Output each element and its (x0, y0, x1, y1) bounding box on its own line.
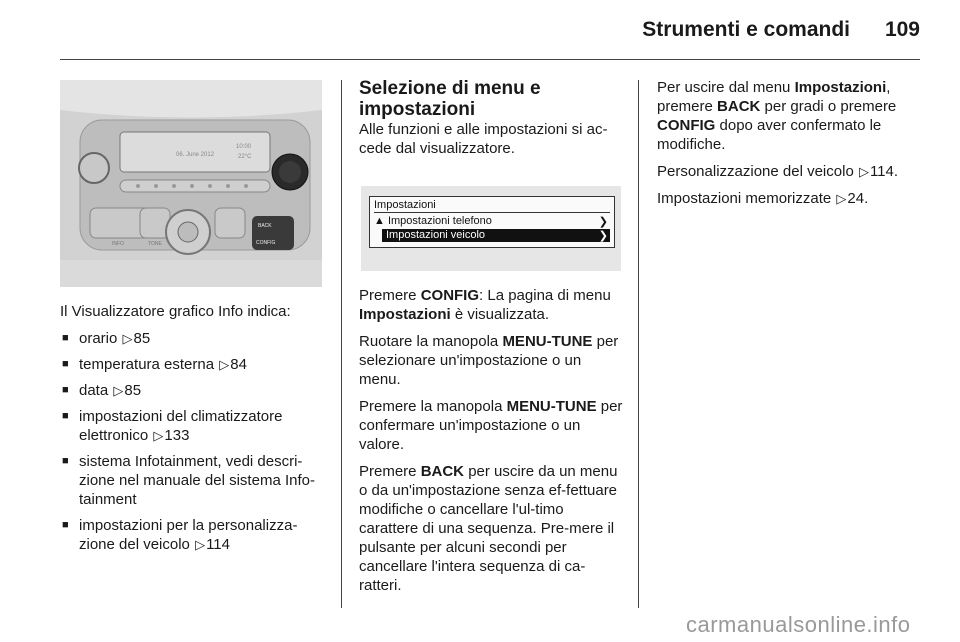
settings-screen (369, 196, 615, 248)
watermark: carmanualsonline.info (686, 612, 911, 637)
middle-intro: Alle funzioni e alle impostazioni si ac-cede dal visualizzatore. (359, 121, 608, 157)
list-item: ■ sistema Infotainment, vedi descri-zione nel manuale del sistema Info-tainment (60, 452, 330, 509)
column-divider-1 (341, 80, 342, 608)
middle-column (359, 78, 625, 166)
list-item: ■ temperatura esterna ▷84 (60, 355, 330, 374)
para-personalization-ref: Personalizzazione del veicolo ▷114. (657, 163, 899, 180)
running-header-title: Strumenti e comandi (642, 18, 850, 41)
screen-title: Impostazioni (374, 199, 436, 211)
header-rule (60, 59, 920, 60)
photo-screen-time: 10:00 (236, 144, 252, 150)
settings-screen-figure (361, 186, 621, 271)
para-back: Premere BACK per uscire da un menu o da un'impostazione senza ef-fettuare modifiche o cancellare l'ul-timo carattere di una sequenza. Pre-mere il pulsante per alcuni secondi per cancellare l'intera sequenza di ca-ratteri. (359, 463, 618, 594)
section-title: Selezione di menu e impostazioni (359, 78, 541, 120)
para-rotate: Ruotare la manopola MENU-TUNE per selezionare un'impostazione o un menu. (359, 333, 619, 388)
info-display-list (60, 329, 330, 554)
para-config: Premere CONFIG: La pagina di menu Impostazioni è visualizzata. (359, 287, 611, 323)
list-item: ■ orario ▷85 (60, 329, 330, 348)
para-press: Premere la manopola MENU-TUNE per confermare un'impostazione o un valore. (359, 398, 623, 453)
screen-item-phone: ▲ Impostazioni telefono ❯ (374, 215, 608, 228)
list-item: ■ impostazioni per la personalizza-zione del veicolo ▷114 (60, 516, 330, 554)
photo-screen-temp: 22°C (238, 154, 252, 160)
page-number: 109 (884, 18, 920, 41)
right-column (657, 78, 923, 216)
photo-config-label: CONFIG (256, 240, 276, 246)
photo-back-label: BACK (258, 223, 272, 229)
list-item: ■ data ▷85 (60, 381, 330, 400)
left-intro: Il Visualizzatore grafico Info indica: (60, 303, 291, 320)
infotainment-panel-illustration (60, 80, 322, 287)
photo-screen-date: 06. June 2012 (176, 152, 215, 158)
photo-info-label: INFO (112, 241, 124, 247)
screen-separator (374, 212, 610, 213)
chevron-right-icon: ❯ (598, 216, 608, 228)
list-item: ■ impostazioni del climatizzatore elettronico ▷133 (60, 407, 330, 445)
screen-item-vehicle: Impostazioni veicolo ❯ (382, 229, 610, 242)
para-exit: Per uscire dal menu Impostazioni, premere BACK per gradi o premere CONFIG dopo aver confermato le modifiche. (657, 79, 897, 153)
middle-column-lower (359, 286, 625, 603)
chevron-right-icon: ❯ (598, 230, 608, 242)
left-column (60, 302, 330, 561)
photo-tone-label: TONE (148, 241, 162, 247)
infotainment-panel-photo (60, 80, 322, 287)
para-memorized-ref: Impostazioni memorizzate ▷24. (657, 190, 869, 207)
column-divider-2 (638, 80, 639, 608)
